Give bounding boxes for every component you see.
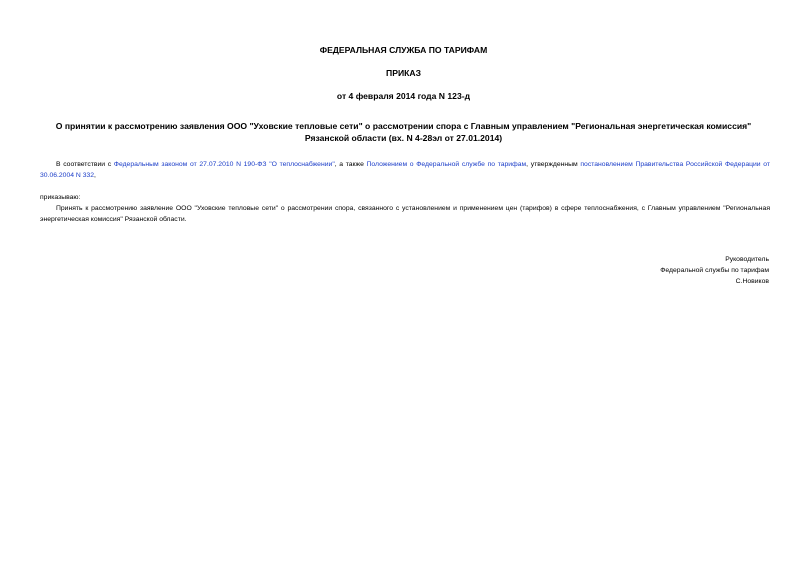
regulation-link[interactable]: Положением о Федеральной службе по тарифам [366, 161, 527, 168]
agency-title: ФЕДЕРАЛЬНАЯ СЛУЖБА ПО ТАРИФАМ [319, 45, 488, 55]
preamble-text-1: В соответствии с [56, 161, 114, 168]
orders-word: приказываю: [40, 194, 81, 201]
document-subject [30, 121, 777, 144]
preamble-text-4: , [94, 172, 96, 179]
signature-name: С.Новиков [735, 278, 769, 285]
preamble-text-2: , а также [334, 161, 367, 168]
document-type: ПРИКАЗ [386, 68, 421, 78]
federal-law-link[interactable]: Федеральным законом от 27.07.2010 N 190-ФЗ "О теплоснабжении" [113, 161, 335, 168]
subject-line-1: О принятии к рассмотрению заявления ООО "Уховские тепловые сети" о рассмотрении спора с Главным управлением "Региональная энергетическая комиссия" [55, 121, 752, 131]
signature-position: Руководитель [725, 256, 769, 263]
preamble-paragraph [40, 159, 770, 181]
document-date-number: от 4 февраля 2014 года N 123-д [336, 91, 471, 101]
government-decree-link[interactable]: постановлением Правительства Российской Федерации от 30.06.2004 N 332 [40, 161, 770, 179]
preamble-text-3: , утвержденным [526, 161, 581, 168]
signature-organization: Федеральной службы по тарифам [660, 267, 769, 274]
order-item-paragraph: Принять к рассмотрению заявление ООО "Уховские тепловые сети" о рассмотрении спора, связанного с установлением и применением цен (тарифов) в сфере теплоснабжения, с Главным управлением "Региональная энергетическая комиссия" Рязанской области. [40, 205, 770, 223]
subject-line-2: Рязанской области (вх. N 4-28эл от 27.01.2014) [304, 132, 503, 143]
